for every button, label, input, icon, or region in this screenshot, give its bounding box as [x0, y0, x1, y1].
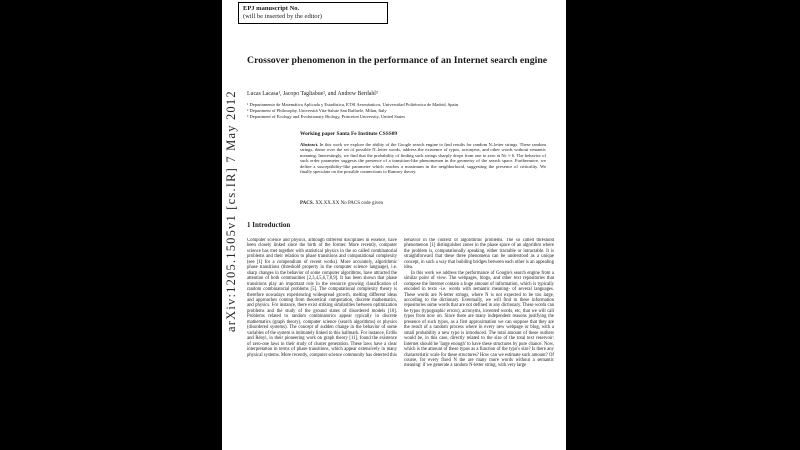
affiliation-2: ² Department of Philosophy, Università Vita-Salute San Raffaele, Milan, Italy	[247, 108, 387, 113]
affiliation-3: ³ Department of Ecology and Evolutionary Biology, Princeton University, United States	[247, 114, 405, 119]
affiliations	[247, 102, 554, 120]
paper-title: Crossover phenomenon in the performance of an Internet search engine	[247, 55, 548, 66]
abstract-text: In this work we explore the ability of the Google search engine to find results for random N–letter strings. These random strings, dense over the set of possible N–letter words, address the existence of typos, acronyms, and other words without semantic meaning. Interestingly, we find that the probability of finding such strings sharply drops from one to zero at Nc ≈ 6. The behavior of such order parameter suggests the presence of a transition-like phenomenon in the geometry of the search space. Furthermore, we define a susceptibility-like parameter which reaches a maximum in the neighborhood, suggesting the presence of criticality. We finally speculate on the possible connections to Ramsey theory.	[300, 142, 546, 175]
section-heading-introduction: 1 Introduction	[247, 221, 291, 229]
intro-paragraph-right-1: behavior in the context of algorithmic problems. The so called threshold phenomenon [1] distinguishes zones in the phase space of an algorithm where the problem is, computationally speaking, either tractable or intractable. It is straightforward that these three phenomena can be understood as a unique concept, in such a way that building bridges between each other is an appealing idea.	[404, 238, 554, 271]
arxiv-identifier-stamp: arXiv:1205.1505v1 [cs.IR] 7 May 2012	[224, 90, 238, 332]
body-column-right	[404, 238, 554, 450]
pacs-line	[300, 201, 383, 206]
manuscript-number-box	[238, 2, 388, 24]
affiliation-1: ¹ Departamento de Matemática Aplicada y Estadística, ETSI Aeronáuticos, Universidad Politécnica de Madrid, Spain	[247, 102, 459, 107]
body-column-left	[247, 238, 397, 450]
abstract	[300, 142, 546, 174]
intro-paragraph-right-2: In this work we address the performance of Google's search engine from a similar point of view. The webpages, blogs, and other text repositories that compose the Internet contain a huge amount of information, which is typically encoded in texts -i.e. words with semantic meaning- of several languages. These words are N-letter strings, where N is not expected to be too large, according to the dictionary. Eventually, we will find in these information repositories some words that are not defined in any dictionary. These words can be typos (typographic errors), acronyms, invented words, etc, that we will call typos from now on. Since there are many independent reasons justifying the presence of such typos, as a first approximation we can suppose that they are the result of a random process where in every new webpage or blog, with a small probability a new typo is introduced. The total amount of these outliers would be, in this case, directly related to the size of the total text reservoir: Internet should be 'large enough' to have these structures by pure chance. Now, which is the amount of these typos as a function of the typo's size? Is there any characteristic scale for these structures? How can we estimate such amount? Of course, for every fixed N the are many more words without a semantic meaning: if we generate a random N-letter string, with very large	[404, 270, 554, 369]
manuscript-number: EPJ manuscript No.	[243, 5, 300, 12]
intro-paragraph-left: Computer science and physics, although different disciplines in essence, have been closely linked since the birth of the former. More recently, computer science has met together with statistical physics in the so called combinatorial problems and their relation to phase transitions and computational complexity (see [1] for a compendium of recent works). More accurately, algorithmic phase transitions (threshold property in the computer science language), i.e. sharp changes in the behavior of some computer algorithms, have attracted the attention of both communities [2,3,4,5,6,7,8,9]. It has been shown that phase transitions play an important role in the resource growing classification of random combinatorial problems [5]. The computational complexity theory is therefore nowadays experiencing widespread growth, melting different ideas and approaches coming from theoretical computation, discrete mathematics, and physics. For instance, there exist striking similarities between optimization problems and the study of the ground states of disordered models [10]. Problems related to random combinatorics appear typically in discrete mathematics (graph theory), computer science (search algorithms) or physics (disordered systems). The concept of sudden change in the behavior of some variables of the system is intimately linked to this hallmark. For instance, Erdős and Rényi, in their pioneering work on graph theory [11], found the existence of zero-one laws in their study of cluster generation. These laws have a clear interpretation in terms of phase transitions, which appear extensively in many physical systems. More recently, computer science community has detected this	[247, 238, 397, 358]
pacs-text: XX.XX.XX No PACS code given	[315, 201, 384, 206]
paper-page	[222, 0, 566, 450]
author-list: Lucas Lacasa¹, Jacopo Tagliabue², and Andrew Berdahl³	[247, 91, 378, 97]
abstract-label: Abstract.	[300, 142, 319, 147]
pacs-label: PACS.	[300, 201, 314, 206]
working-paper-note: Working paper Santa Fe Institute CSSS09	[300, 131, 398, 137]
manuscript-note: (will be inserted by the editor)	[243, 13, 322, 20]
